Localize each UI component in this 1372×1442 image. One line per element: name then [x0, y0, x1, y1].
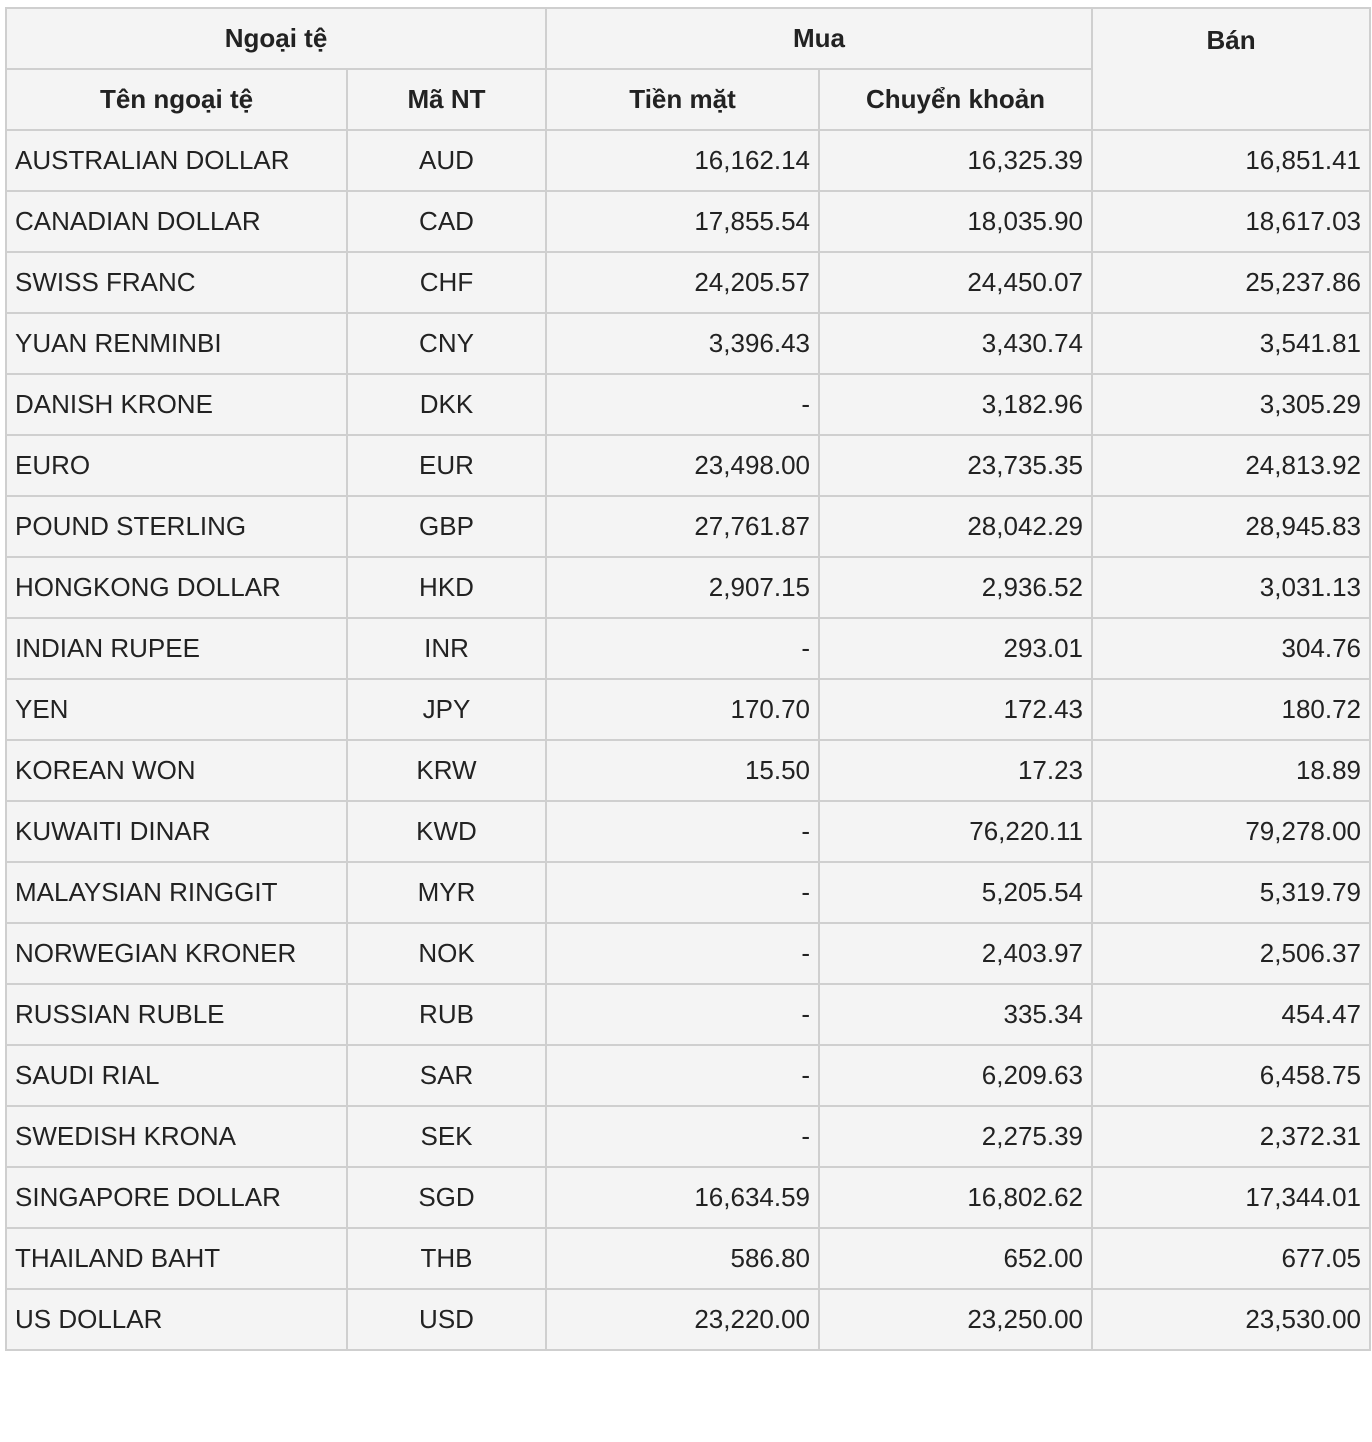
header-cash: Tiền mặt	[546, 69, 819, 130]
header-buy-group: Mua	[546, 8, 1092, 69]
currency-code-cell: NOK	[347, 923, 546, 984]
table-row	[6, 1289, 1370, 1350]
currency-name-cell: US DOLLAR	[6, 1289, 347, 1350]
sell-cell: 17,344.01	[1092, 1167, 1370, 1228]
currency-name-cell: POUND STERLING	[6, 496, 347, 557]
buy-transfer-cell: 5,205.54	[819, 862, 1092, 923]
header-currency-group: Ngoại tệ	[6, 8, 546, 69]
header-row-groups	[6, 8, 1370, 69]
table-row	[6, 252, 1370, 313]
table-row	[6, 618, 1370, 679]
buy-transfer-cell: 3,182.96	[819, 374, 1092, 435]
buy-transfer-cell: 6,209.63	[819, 1045, 1092, 1106]
sell-cell: 3,031.13	[1092, 557, 1370, 618]
buy-cash-cell: -	[546, 1106, 819, 1167]
buy-cash-cell: -	[546, 618, 819, 679]
currency-code-cell: KRW	[347, 740, 546, 801]
currency-name-cell: KUWAITI DINAR	[6, 801, 347, 862]
table-row	[6, 801, 1370, 862]
buy-transfer-cell: 76,220.11	[819, 801, 1092, 862]
buy-cash-cell: -	[546, 1045, 819, 1106]
sell-cell: 16,851.41	[1092, 130, 1370, 191]
sell-cell: 23,530.00	[1092, 1289, 1370, 1350]
buy-cash-cell: 27,761.87	[546, 496, 819, 557]
currency-code-cell: AUD	[347, 130, 546, 191]
currency-code-cell: CNY	[347, 313, 546, 374]
sell-cell: 25,237.86	[1092, 252, 1370, 313]
buy-transfer-cell: 18,035.90	[819, 191, 1092, 252]
table-row	[6, 1045, 1370, 1106]
buy-cash-cell: 16,634.59	[546, 1167, 819, 1228]
exchange-rate-table	[5, 7, 1371, 1351]
table-row	[6, 435, 1370, 496]
buy-transfer-cell: 335.34	[819, 984, 1092, 1045]
buy-transfer-cell: 2,936.52	[819, 557, 1092, 618]
currency-code-cell: MYR	[347, 862, 546, 923]
table-row	[6, 557, 1370, 618]
table-row	[6, 313, 1370, 374]
table-header	[6, 8, 1370, 130]
currency-code-cell: HKD	[347, 557, 546, 618]
buy-cash-cell: 24,205.57	[546, 252, 819, 313]
currency-name-cell: NORWEGIAN KRONER	[6, 923, 347, 984]
buy-cash-cell: 586.80	[546, 1228, 819, 1289]
buy-cash-cell: -	[546, 801, 819, 862]
buy-cash-cell: 23,220.00	[546, 1289, 819, 1350]
buy-cash-cell: -	[546, 923, 819, 984]
currency-name-cell: DANISH KRONE	[6, 374, 347, 435]
currency-code-cell: USD	[347, 1289, 546, 1350]
currency-code-cell: THB	[347, 1228, 546, 1289]
sell-cell: 454.47	[1092, 984, 1370, 1045]
sell-cell: 2,506.37	[1092, 923, 1370, 984]
buy-transfer-cell: 2,275.39	[819, 1106, 1092, 1167]
currency-code-cell: SGD	[347, 1167, 546, 1228]
sell-cell: 3,541.81	[1092, 313, 1370, 374]
table-row	[6, 374, 1370, 435]
currency-name-cell: YEN	[6, 679, 347, 740]
currency-name-cell: KOREAN WON	[6, 740, 347, 801]
table-row	[6, 1167, 1370, 1228]
currency-name-cell: SWISS FRANC	[6, 252, 347, 313]
currency-name-cell: CANADIAN DOLLAR	[6, 191, 347, 252]
buy-transfer-cell: 293.01	[819, 618, 1092, 679]
sell-cell: 6,458.75	[1092, 1045, 1370, 1106]
table-row	[6, 130, 1370, 191]
buy-transfer-cell: 16,802.62	[819, 1167, 1092, 1228]
header-currency-name: Tên ngoại tệ	[6, 69, 347, 130]
table-row	[6, 191, 1370, 252]
currency-code-cell: CAD	[347, 191, 546, 252]
currency-code-cell: GBP	[347, 496, 546, 557]
currency-code-cell: INR	[347, 618, 546, 679]
buy-cash-cell: 16,162.14	[546, 130, 819, 191]
currency-code-cell: SEK	[347, 1106, 546, 1167]
sell-cell: 304.76	[1092, 618, 1370, 679]
table-body	[6, 130, 1370, 1350]
currency-code-cell: DKK	[347, 374, 546, 435]
buy-cash-cell: 15.50	[546, 740, 819, 801]
table-row	[6, 740, 1370, 801]
table-row	[6, 1228, 1370, 1289]
currency-name-cell: RUSSIAN RUBLE	[6, 984, 347, 1045]
buy-cash-cell: 17,855.54	[546, 191, 819, 252]
currency-name-cell: THAILAND BAHT	[6, 1228, 347, 1289]
header-sell: Bán	[1092, 8, 1370, 130]
sell-cell: 677.05	[1092, 1228, 1370, 1289]
buy-cash-cell: 170.70	[546, 679, 819, 740]
currency-name-cell: EURO	[6, 435, 347, 496]
table-row	[6, 984, 1370, 1045]
buy-transfer-cell: 2,403.97	[819, 923, 1092, 984]
currency-code-cell: RUB	[347, 984, 546, 1045]
buy-transfer-cell: 16,325.39	[819, 130, 1092, 191]
currency-code-cell: JPY	[347, 679, 546, 740]
table-row	[6, 1106, 1370, 1167]
currency-name-cell: YUAN RENMINBI	[6, 313, 347, 374]
currency-code-cell: KWD	[347, 801, 546, 862]
buy-cash-cell: 3,396.43	[546, 313, 819, 374]
sell-cell: 3,305.29	[1092, 374, 1370, 435]
buy-cash-cell: -	[546, 374, 819, 435]
buy-cash-cell: -	[546, 984, 819, 1045]
buy-transfer-cell: 23,735.35	[819, 435, 1092, 496]
buy-transfer-cell: 17.23	[819, 740, 1092, 801]
header-currency-code: Mã NT	[347, 69, 546, 130]
currency-name-cell: SAUDI RIAL	[6, 1045, 347, 1106]
currency-name-cell: AUSTRALIAN DOLLAR	[6, 130, 347, 191]
currency-name-cell: HONGKONG DOLLAR	[6, 557, 347, 618]
table-row	[6, 496, 1370, 557]
sell-cell: 5,319.79	[1092, 862, 1370, 923]
buy-transfer-cell: 652.00	[819, 1228, 1092, 1289]
sell-cell: 18,617.03	[1092, 191, 1370, 252]
sell-cell: 24,813.92	[1092, 435, 1370, 496]
buy-cash-cell: 23,498.00	[546, 435, 819, 496]
currency-code-cell: CHF	[347, 252, 546, 313]
table-row	[6, 679, 1370, 740]
buy-transfer-cell: 24,450.07	[819, 252, 1092, 313]
sell-cell: 79,278.00	[1092, 801, 1370, 862]
currency-code-cell: EUR	[347, 435, 546, 496]
buy-transfer-cell: 28,042.29	[819, 496, 1092, 557]
currency-name-cell: SWEDISH KRONA	[6, 1106, 347, 1167]
buy-transfer-cell: 23,250.00	[819, 1289, 1092, 1350]
buy-cash-cell: -	[546, 862, 819, 923]
buy-cash-cell: 2,907.15	[546, 557, 819, 618]
sell-cell: 28,945.83	[1092, 496, 1370, 557]
sell-cell: 2,372.31	[1092, 1106, 1370, 1167]
table-row	[6, 923, 1370, 984]
currency-code-cell: SAR	[347, 1045, 546, 1106]
sell-cell: 180.72	[1092, 679, 1370, 740]
table-row	[6, 862, 1370, 923]
sell-cell: 18.89	[1092, 740, 1370, 801]
currency-name-cell: MALAYSIAN RINGGIT	[6, 862, 347, 923]
currency-name-cell: INDIAN RUPEE	[6, 618, 347, 679]
currency-name-cell: SINGAPORE DOLLAR	[6, 1167, 347, 1228]
buy-transfer-cell: 3,430.74	[819, 313, 1092, 374]
buy-transfer-cell: 172.43	[819, 679, 1092, 740]
header-transfer: Chuyển khoản	[819, 69, 1092, 130]
